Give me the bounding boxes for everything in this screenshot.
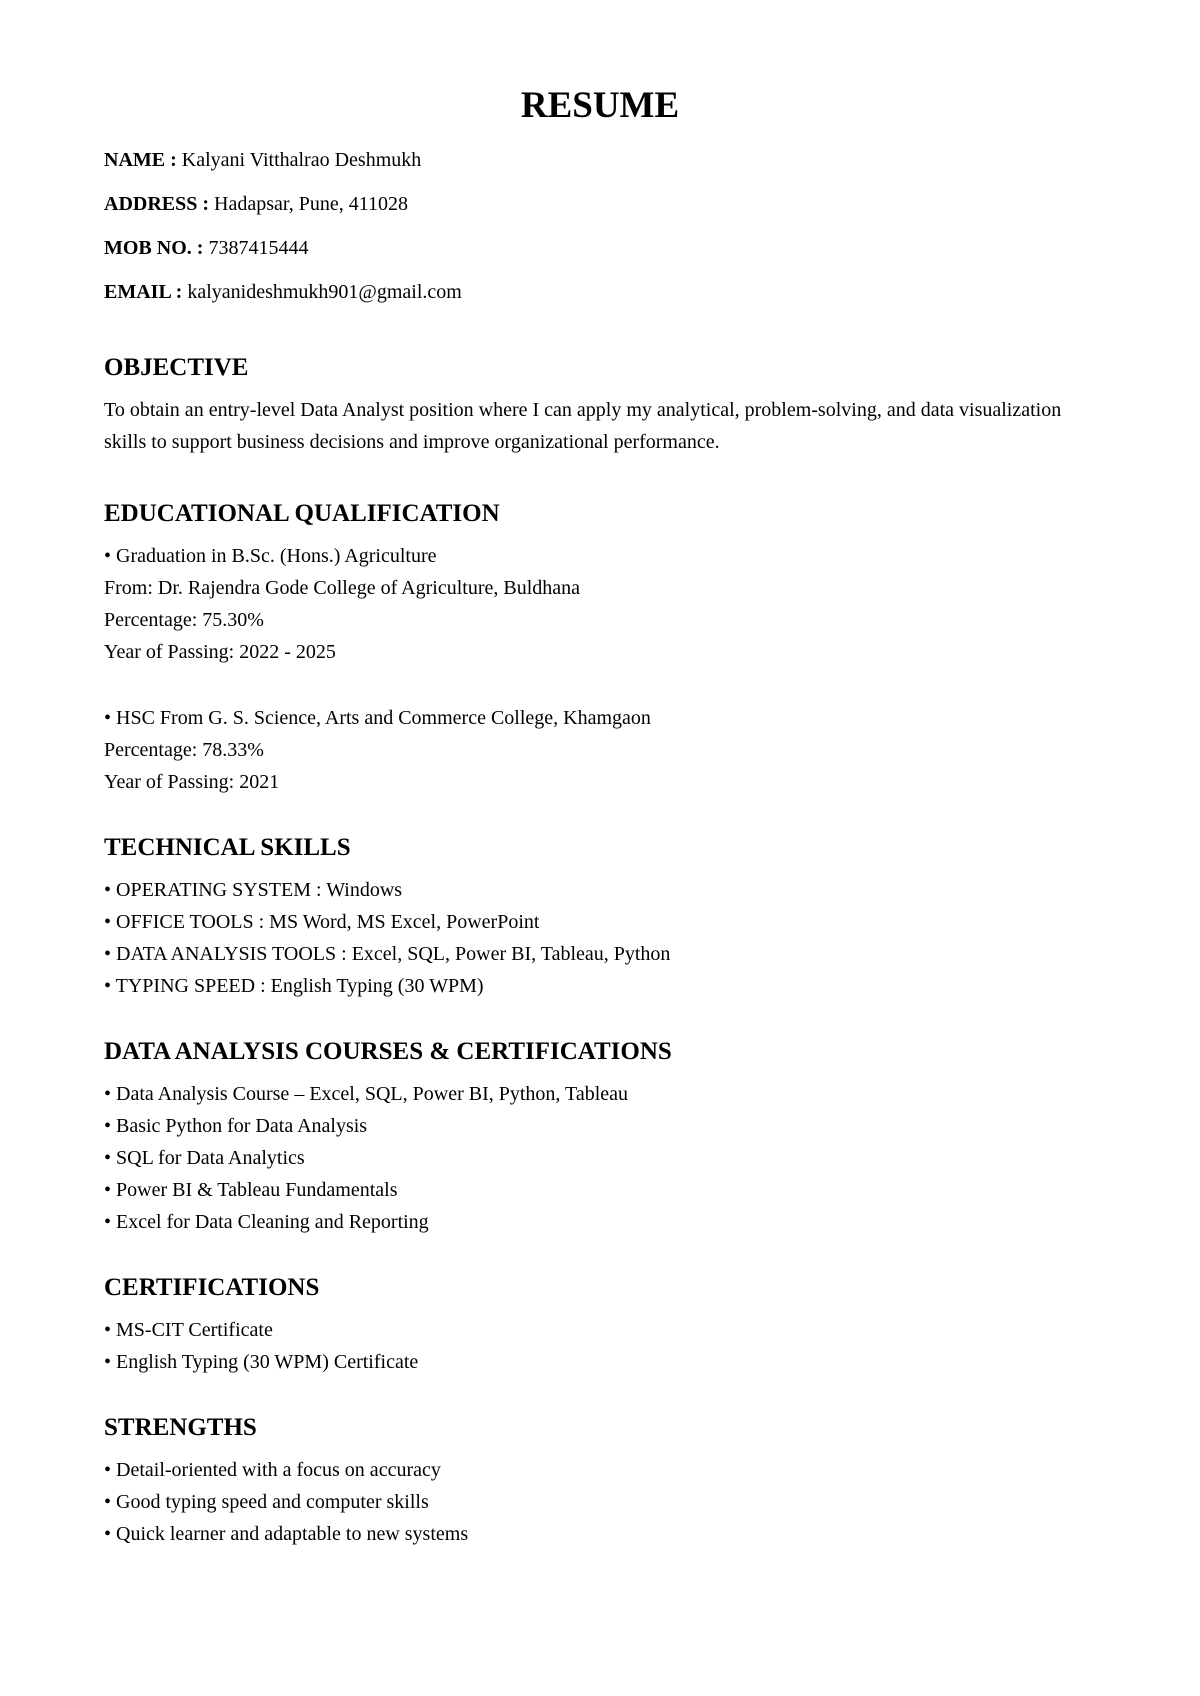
- list-item: • MS-CIT Certificate: [104, 1319, 273, 1341]
- list-item: • English Typing (30 WPM) Certificate: [104, 1351, 419, 1373]
- courses-section: [104, 1036, 1096, 1238]
- name-label: NAME :: [104, 149, 177, 171]
- list-item: • Good typing speed and computer skills: [104, 1491, 429, 1513]
- list-item: • TYPING SPEED : English Typing (30 WPM): [104, 975, 484, 997]
- list-item: • Basic Python for Data Analysis: [104, 1115, 368, 1137]
- list-item: • OPERATING SYSTEM : Windows: [104, 879, 403, 901]
- address-label: ADDRESS :: [104, 193, 210, 215]
- strengths-section: [104, 1412, 1096, 1550]
- document-title: RESUME: [520, 85, 680, 126]
- education-heading: EDUCATIONAL QUALIFICATION: [104, 500, 500, 527]
- technical-skills-heading: TECHNICAL SKILLS: [104, 834, 351, 861]
- mobile-label: MOB NO. :: [104, 237, 204, 259]
- technical-skills-section: [104, 832, 1096, 1002]
- certifications-heading: CERTIFICATIONS: [104, 1274, 320, 1301]
- education-line: • Graduation in B.Sc. (Hons.) Agriculture: [104, 545, 437, 567]
- contact-address: [104, 190, 1096, 218]
- list-item: • SQL for Data Analytics: [104, 1147, 305, 1169]
- email-label: EMAIL :: [104, 281, 183, 303]
- education-line: Year of Passing: 2021: [104, 771, 280, 793]
- list-item: • Data Analysis Course – Excel, SQL, Power BI, Python, Tableau: [104, 1083, 629, 1105]
- education-section: [104, 498, 1096, 798]
- list-item: • Power BI & Tableau Fundamentals: [104, 1179, 398, 1201]
- list-item: • Detail-oriented with a focus on accuracy: [104, 1459, 441, 1481]
- education-line: From: Dr. Rajendra Gode College of Agriculture, Buldhana: [104, 577, 581, 599]
- list-item: • Quick learner and adaptable to new systems: [104, 1523, 469, 1545]
- contact-email: [104, 278, 1096, 306]
- education-line: • HSC From G. S. Science, Arts and Commerce College, Khamgaon: [104, 707, 651, 729]
- strengths-heading: STRENGTHS: [104, 1414, 257, 1441]
- objective-heading: OBJECTIVE: [104, 354, 249, 381]
- education-line: Percentage: 75.30%: [104, 609, 264, 631]
- mobile-value: 7387415444: [208, 237, 309, 259]
- email-value: kalyanideshmukh901@gmail.com: [187, 281, 462, 303]
- objective-text: To obtain an entry-level Data Analyst position where I can apply my analytical, problem-solving, and data visualization skills to support business decisions and improve organizational performance.: [104, 399, 1062, 453]
- courses-heading: DATA ANALYSIS COURSES & CERTIFICATIONS: [104, 1038, 672, 1065]
- list-item: • DATA ANALYSIS TOOLS : Excel, SQL, Power BI, Tableau, Python: [104, 943, 671, 965]
- list-item: • OFFICE TOOLS : MS Word, MS Excel, PowerPoint: [104, 911, 540, 933]
- name-value: Kalyani Vitthalrao Deshmukh: [181, 149, 422, 171]
- contact-name: [104, 146, 1096, 174]
- certifications-section: [104, 1272, 1096, 1378]
- education-entry: [104, 702, 1096, 798]
- education-line: Percentage: 78.33%: [104, 739, 264, 761]
- list-item: • Excel for Data Cleaning and Reporting: [104, 1211, 429, 1233]
- address-value: Hadapsar, Pune, 411028: [214, 193, 409, 215]
- contact-mobile: [104, 234, 1096, 262]
- contact-block: [104, 146, 1096, 306]
- education-line: Year of Passing: 2022 - 2025: [104, 641, 336, 663]
- education-entry: [104, 540, 1096, 668]
- objective-section: [104, 352, 1096, 458]
